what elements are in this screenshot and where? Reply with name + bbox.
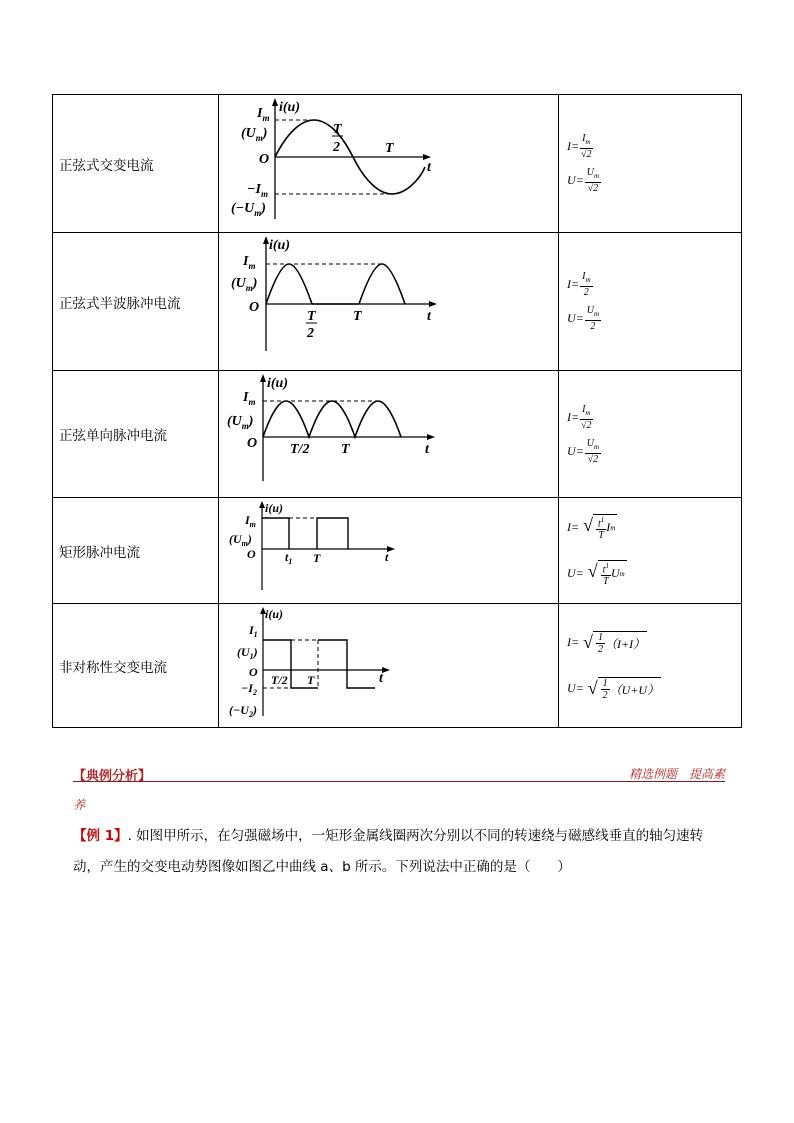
waveform-cell [219, 604, 559, 728]
table-row [53, 233, 742, 371]
peak-voltage-label: $(U_m)$ [241, 126, 268, 143]
formula-cell [559, 95, 742, 233]
formula-cell [559, 371, 742, 498]
section-tagline-tail: 养 [73, 798, 86, 812]
formula-cell [559, 498, 742, 604]
i1-label: $I_1$ [249, 623, 258, 639]
peak-label: $I_m$ [243, 254, 256, 271]
svg-text:2: 2 [333, 140, 340, 155]
neg-peak-voltage-label: $(-U_m)$ [231, 201, 266, 218]
waveform-cell [219, 498, 559, 604]
peak-label: $I_m$ [257, 106, 270, 123]
u1-label: $(U_1)$ [237, 645, 258, 661]
section-tagline: 精选例题 提高素 [628, 767, 725, 781]
y-axis-label: i(u) [265, 501, 283, 515]
y-axis-label: i(u) [265, 607, 283, 621]
formula-cell [559, 604, 742, 728]
asymmetric-ac-graph [219, 604, 558, 727]
half-period-label: T/2 [271, 673, 288, 687]
peak-label: $I_m$ [245, 513, 256, 529]
peak-voltage-label: $(U_m)$ [231, 276, 258, 293]
peak-voltage-label: $(U_m)$ [227, 414, 254, 431]
i2-label: $-I_2$ [241, 681, 257, 697]
origin-label: O [259, 152, 270, 167]
example-line-1: 【例 1】. 如图甲所示，在匀强磁场中，一矩形金属线圈两次分别以不同的转速绕与磁感线垂直的轴匀速转 [73, 828, 704, 844]
waveform-cell [219, 233, 559, 371]
peak-voltage-label: $(U_m)$ [229, 532, 252, 548]
section-header [73, 765, 725, 782]
current-formula: I= √ $\frac{1}{2}$ （I+I） [567, 631, 646, 655]
voltage-formula: U= $\frac{U_m}{2}$ [567, 305, 600, 332]
neg-peak-label: $-I_m$ [247, 182, 268, 199]
current-formula: I= √ $\frac{t^1}{T}$ I m [567, 514, 616, 542]
u2-label: $(-U_2)$ [229, 703, 257, 719]
rect-pulse-graph [219, 498, 558, 603]
origin-label: O [249, 665, 258, 679]
voltage-formula: U= √ $\frac{t^1}{T}$ U m [567, 560, 625, 588]
y-axis-label: i(u) [269, 238, 290, 253]
table-row [53, 371, 742, 498]
waveform-cell [219, 371, 559, 498]
voltage-formula: U= $\frac{U_m}{√2}$ [567, 437, 600, 465]
table-row [53, 95, 742, 233]
t-axis-label: t [379, 671, 383, 686]
period-label: T [313, 551, 321, 565]
current-type-name: 正弦单向脉冲电流 [53, 371, 219, 498]
origin-label: O [247, 436, 258, 451]
table-row [53, 604, 742, 728]
section-title: 【典例分析】 [73, 769, 152, 784]
table-row [53, 498, 742, 604]
t-axis-label: t [425, 442, 429, 457]
y-axis-label: i(u) [267, 376, 288, 391]
period-label: T [385, 141, 394, 156]
full-wave-graph [219, 371, 558, 497]
period-label: T [341, 442, 350, 457]
half-period-label: T/2 [290, 442, 310, 457]
current-formula: I= $\frac{I_m}{√2}$ [567, 403, 592, 431]
t-axis-label: t [427, 309, 431, 324]
t-axis-label: t [427, 160, 431, 175]
period-label: T [353, 309, 362, 324]
current-type-name: 正弦式半波脉冲电流 [53, 233, 219, 371]
effective-value-table [52, 94, 742, 728]
current-type-name: 正弦式交变电流 [53, 95, 219, 233]
t-axis-label: t [385, 550, 389, 564]
half-period-label: T [333, 122, 342, 137]
current-formula: I= $\frac{I_m}{√2}$ [567, 133, 592, 160]
example-label: 【例 1】 [73, 828, 128, 844]
voltage-formula: U= $\frac{U_m}{√2}$ [567, 167, 600, 194]
sine-ac-graph [219, 95, 558, 232]
waveform-cell [219, 95, 559, 233]
origin-label: O [249, 300, 260, 315]
half-period-label: T [307, 309, 316, 324]
formula-cell [559, 233, 742, 371]
half-wave-graph [219, 233, 558, 370]
current-type-name: 非对称性交变电流 [53, 604, 219, 728]
origin-label: O [247, 547, 256, 561]
t1-label: $t_1$ [285, 550, 293, 566]
period-label: T [307, 673, 315, 687]
current-formula: I= $\frac{I_m}{2}$ [567, 271, 591, 298]
svg-text:2: 2 [307, 326, 314, 341]
voltage-formula: U= √ $\frac{1}{2}$ （U+U） [567, 677, 660, 701]
example-line-2: 动，产生的交变电动势图像如图乙中曲线 a、b 所示。下列说法中正确的是（ ） [73, 859, 571, 875]
peak-label: $I_m$ [243, 390, 256, 407]
y-axis-label: i(u) [279, 100, 300, 115]
current-type-name: 矩形脉冲电流 [53, 498, 219, 604]
